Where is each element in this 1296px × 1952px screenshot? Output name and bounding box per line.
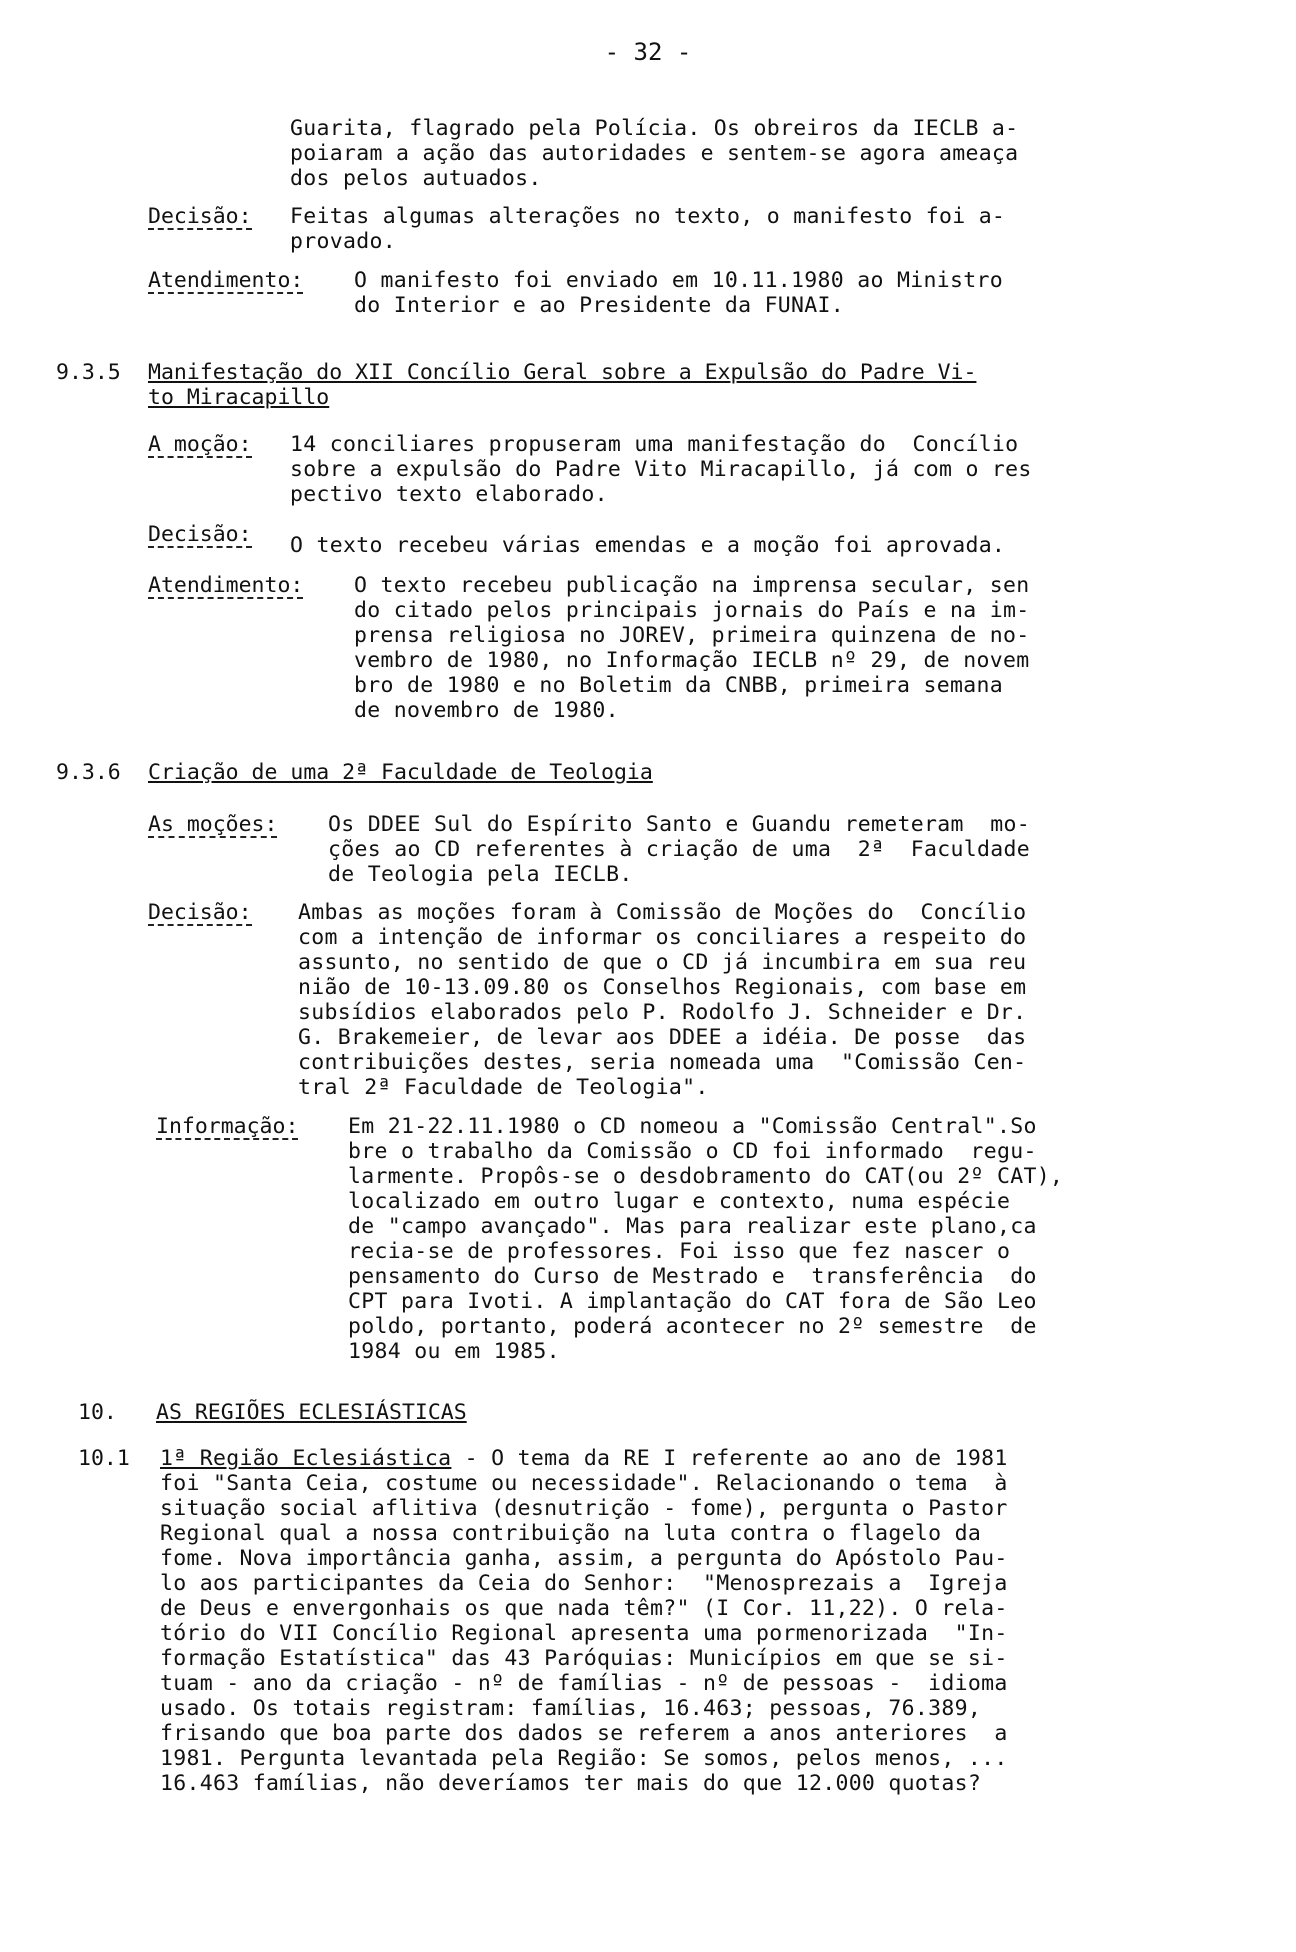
- text-line: localizado em outro lugar e contexto, numa espécie: [348, 1189, 1011, 1214]
- text-line: bro de 1980 e no Boletim da CNBB, primeira semana: [354, 673, 1003, 698]
- text-line: de Teologia pela IECLB.: [328, 862, 633, 887]
- text-line: dos pelos autuados.: [290, 166, 542, 191]
- service-label-9-3-5: Atendimento:: [148, 573, 304, 598]
- info-label: Informação:: [156, 1114, 299, 1139]
- text-line: tório do VII Concílio Regional apresenta uma pormenorizada "In-: [160, 1621, 1008, 1646]
- text-line: larmente. Propôs-se o desdobramento do CAT(ou 2º CAT),: [348, 1164, 1064, 1189]
- text-line: Ambas as moções foram à Comissão de Moções do Concílio: [298, 900, 1027, 925]
- text-line: pensamento do Curso de Mestrado e transferência do: [348, 1264, 1037, 1289]
- text-line: sobre a expulsão do Padre Vito Miracapillo, já com o res: [290, 457, 1032, 482]
- intro-service-text: [354, 268, 1003, 318]
- decision-label-9-3-6: Decisão:: [148, 900, 252, 925]
- intro-decision-label: Decisão:: [148, 204, 252, 229]
- text-line: frisando que boa parte dos dados se referem a anos anteriores a: [160, 1721, 1008, 1746]
- text-line: poiaram a ação das autoridades e sentem-se agora ameaça: [290, 141, 1019, 166]
- title-line: Manifestação do XII Concílio Geral sobre a Expulsão do Padre Vi-: [148, 360, 977, 385]
- text-line: 1984 ou em 1985.: [348, 1339, 560, 1364]
- text-line: do citado pelos principais jornais do País e na im-: [354, 598, 1030, 623]
- text-line: de novembro de 1980.: [354, 698, 619, 723]
- text-line: O texto recebeu publicação na imprensa secular, sen: [354, 573, 1030, 598]
- text-line: de "campo avançado". Mas para realizar este plano,ca: [348, 1214, 1037, 1239]
- motions-label: As moções:: [148, 812, 278, 837]
- text-line: formação Estatística" das 43 Paróquias: Municípios em que se si-: [160, 1646, 1008, 1671]
- text-line: Regional qual a nossa contribuição na luta contra o flagelo da: [160, 1521, 982, 1546]
- section-number-9-3-6: 9.3.6: [56, 760, 121, 785]
- service-text-9-3-5: [354, 573, 1029, 723]
- info-text: [348, 1114, 1063, 1364]
- text-line: O manifesto foi enviado em 10.11.1980 ao Ministro: [354, 268, 1003, 293]
- intro-service-label: Atendimento:: [148, 268, 304, 293]
- text-line: vembro de 1980, no Informação IECLB nº 29, de novem: [354, 648, 1030, 673]
- text-line: foi "Santa Ceia, costume ou necessidade". Relacionando o tema à: [160, 1471, 1008, 1496]
- decision-text-9-3-6: [298, 900, 1026, 1100]
- text-line: O texto recebeu várias emendas e a moção foi aprovada.: [290, 533, 1006, 558]
- section-number-9-3-5: 9.3.5: [56, 360, 121, 385]
- text-line: Feitas algumas alterações no texto, o manifesto foi a-: [290, 204, 1006, 229]
- text-line: poldo, portanto, poderá acontecer no 2º semestre de: [348, 1314, 1037, 1339]
- text-line: tral 2ª Faculdade de Teologia".: [298, 1075, 709, 1100]
- section-text-10-1: [160, 1446, 1008, 1796]
- text-line: recia-se de professores. Foi isso que fez nascer o: [348, 1239, 1011, 1264]
- text-line: tuam - ano da criação - nº de famílias - nº de pessoas - idioma: [160, 1671, 1008, 1696]
- text-line: - O tema da RE I referente ao ano de 1981: [451, 1446, 1008, 1471]
- motion-text: [290, 432, 1032, 507]
- title-line: to Miracapillo: [148, 385, 330, 410]
- text-line: G. Brakemeier, de levar aos DDEE a idéia. De posse das: [298, 1025, 1027, 1050]
- text-line: usado. Os totais registram: famílias, 16.463; pessoas, 76.389,: [160, 1696, 982, 1721]
- intro-decision-text: [290, 204, 1005, 254]
- motion-label: A moção:: [148, 432, 252, 457]
- text-line: assunto, no sentido de que o CD já incumbira em sua reu: [298, 950, 1027, 975]
- text-line: do Interior e ao Presidente da FUNAI.: [354, 293, 845, 318]
- text-line: de Deus e envergonhais os que nada têm?" (I Cor. 11,22). O rela-: [160, 1596, 1008, 1621]
- section-title-10-1: 1ª Região Eclesiástica: [160, 1446, 452, 1471]
- text-line: Em 21-22.11.1980 o CD nomeou a "Comissão Central".So: [348, 1114, 1037, 1139]
- text-line: lo aos participantes da Ceia do Senhor: "Menosprezais a Igreja: [160, 1571, 1008, 1596]
- text-line: subsídios elaborados pelo P. Rodolfo J. Schneider e Dr.: [298, 1000, 1027, 1025]
- motions-text: [328, 812, 1030, 887]
- decision-text-9-3-5: [290, 533, 1005, 558]
- page-number: - 32 -: [604, 38, 692, 66]
- section-title-9-3-6: Criação de uma 2ª Faculdade de Teologia: [148, 760, 653, 785]
- text-line: bre o trabalho da Comissão o CD foi informado regu-: [348, 1139, 1037, 1164]
- text-line: Guarita, flagrado pela Polícia. Os obreiros da IECLB a-: [290, 116, 1019, 141]
- text-line: 14 conciliares propuseram uma manifestação do Concílio: [290, 432, 1019, 457]
- text-line: contribuições destes, seria nomeada uma "Comissão Cen-: [298, 1050, 1027, 1075]
- text-line: situação social aflitiva (desnutrição - fome), pergunta o Pastor: [160, 1496, 1008, 1521]
- section-title-9-3-5: [148, 360, 976, 410]
- text-line: Os DDEE Sul do Espírito Santo e Guandu remeteram mo-: [328, 812, 1030, 837]
- text-line: 16.463 famílias, não deveríamos ter mais do que 12.000 quotas?: [160, 1771, 982, 1796]
- text-line: pectivo texto elaborado.: [290, 482, 608, 507]
- text-line: com a intenção de informar os conciliares a respeito do: [298, 925, 1027, 950]
- text-line: nião de 10-13.09.80 os Conselhos Regionais, com base em: [298, 975, 1027, 1000]
- text-line: ções ao CD referentes à criação de uma 2ª Faculdade: [328, 837, 1030, 862]
- text-line: fome. Nova importância ganha, assim, a pergunta do Apóstolo Pau-: [160, 1546, 1008, 1571]
- text-line: prensa religiosa no JOREV, primeira quinzena de no-: [354, 623, 1030, 648]
- text-line: CPT para Ivoti. A implantação do CAT fora de São Leo: [348, 1289, 1037, 1314]
- text-line: 1981. Pergunta levantada pela Região: Se somos, pelos menos, ...: [160, 1746, 1008, 1771]
- section-number-10: 10.: [78, 1400, 117, 1425]
- section-title-10: AS REGIÕES ECLESIÁSTICAS: [156, 1400, 467, 1425]
- text-line: provado.: [290, 229, 396, 254]
- section-number-10-1: 10.1: [78, 1446, 130, 1471]
- decision-label-9-3-5: Decisão:: [148, 522, 252, 547]
- intro-text: [290, 116, 1018, 191]
